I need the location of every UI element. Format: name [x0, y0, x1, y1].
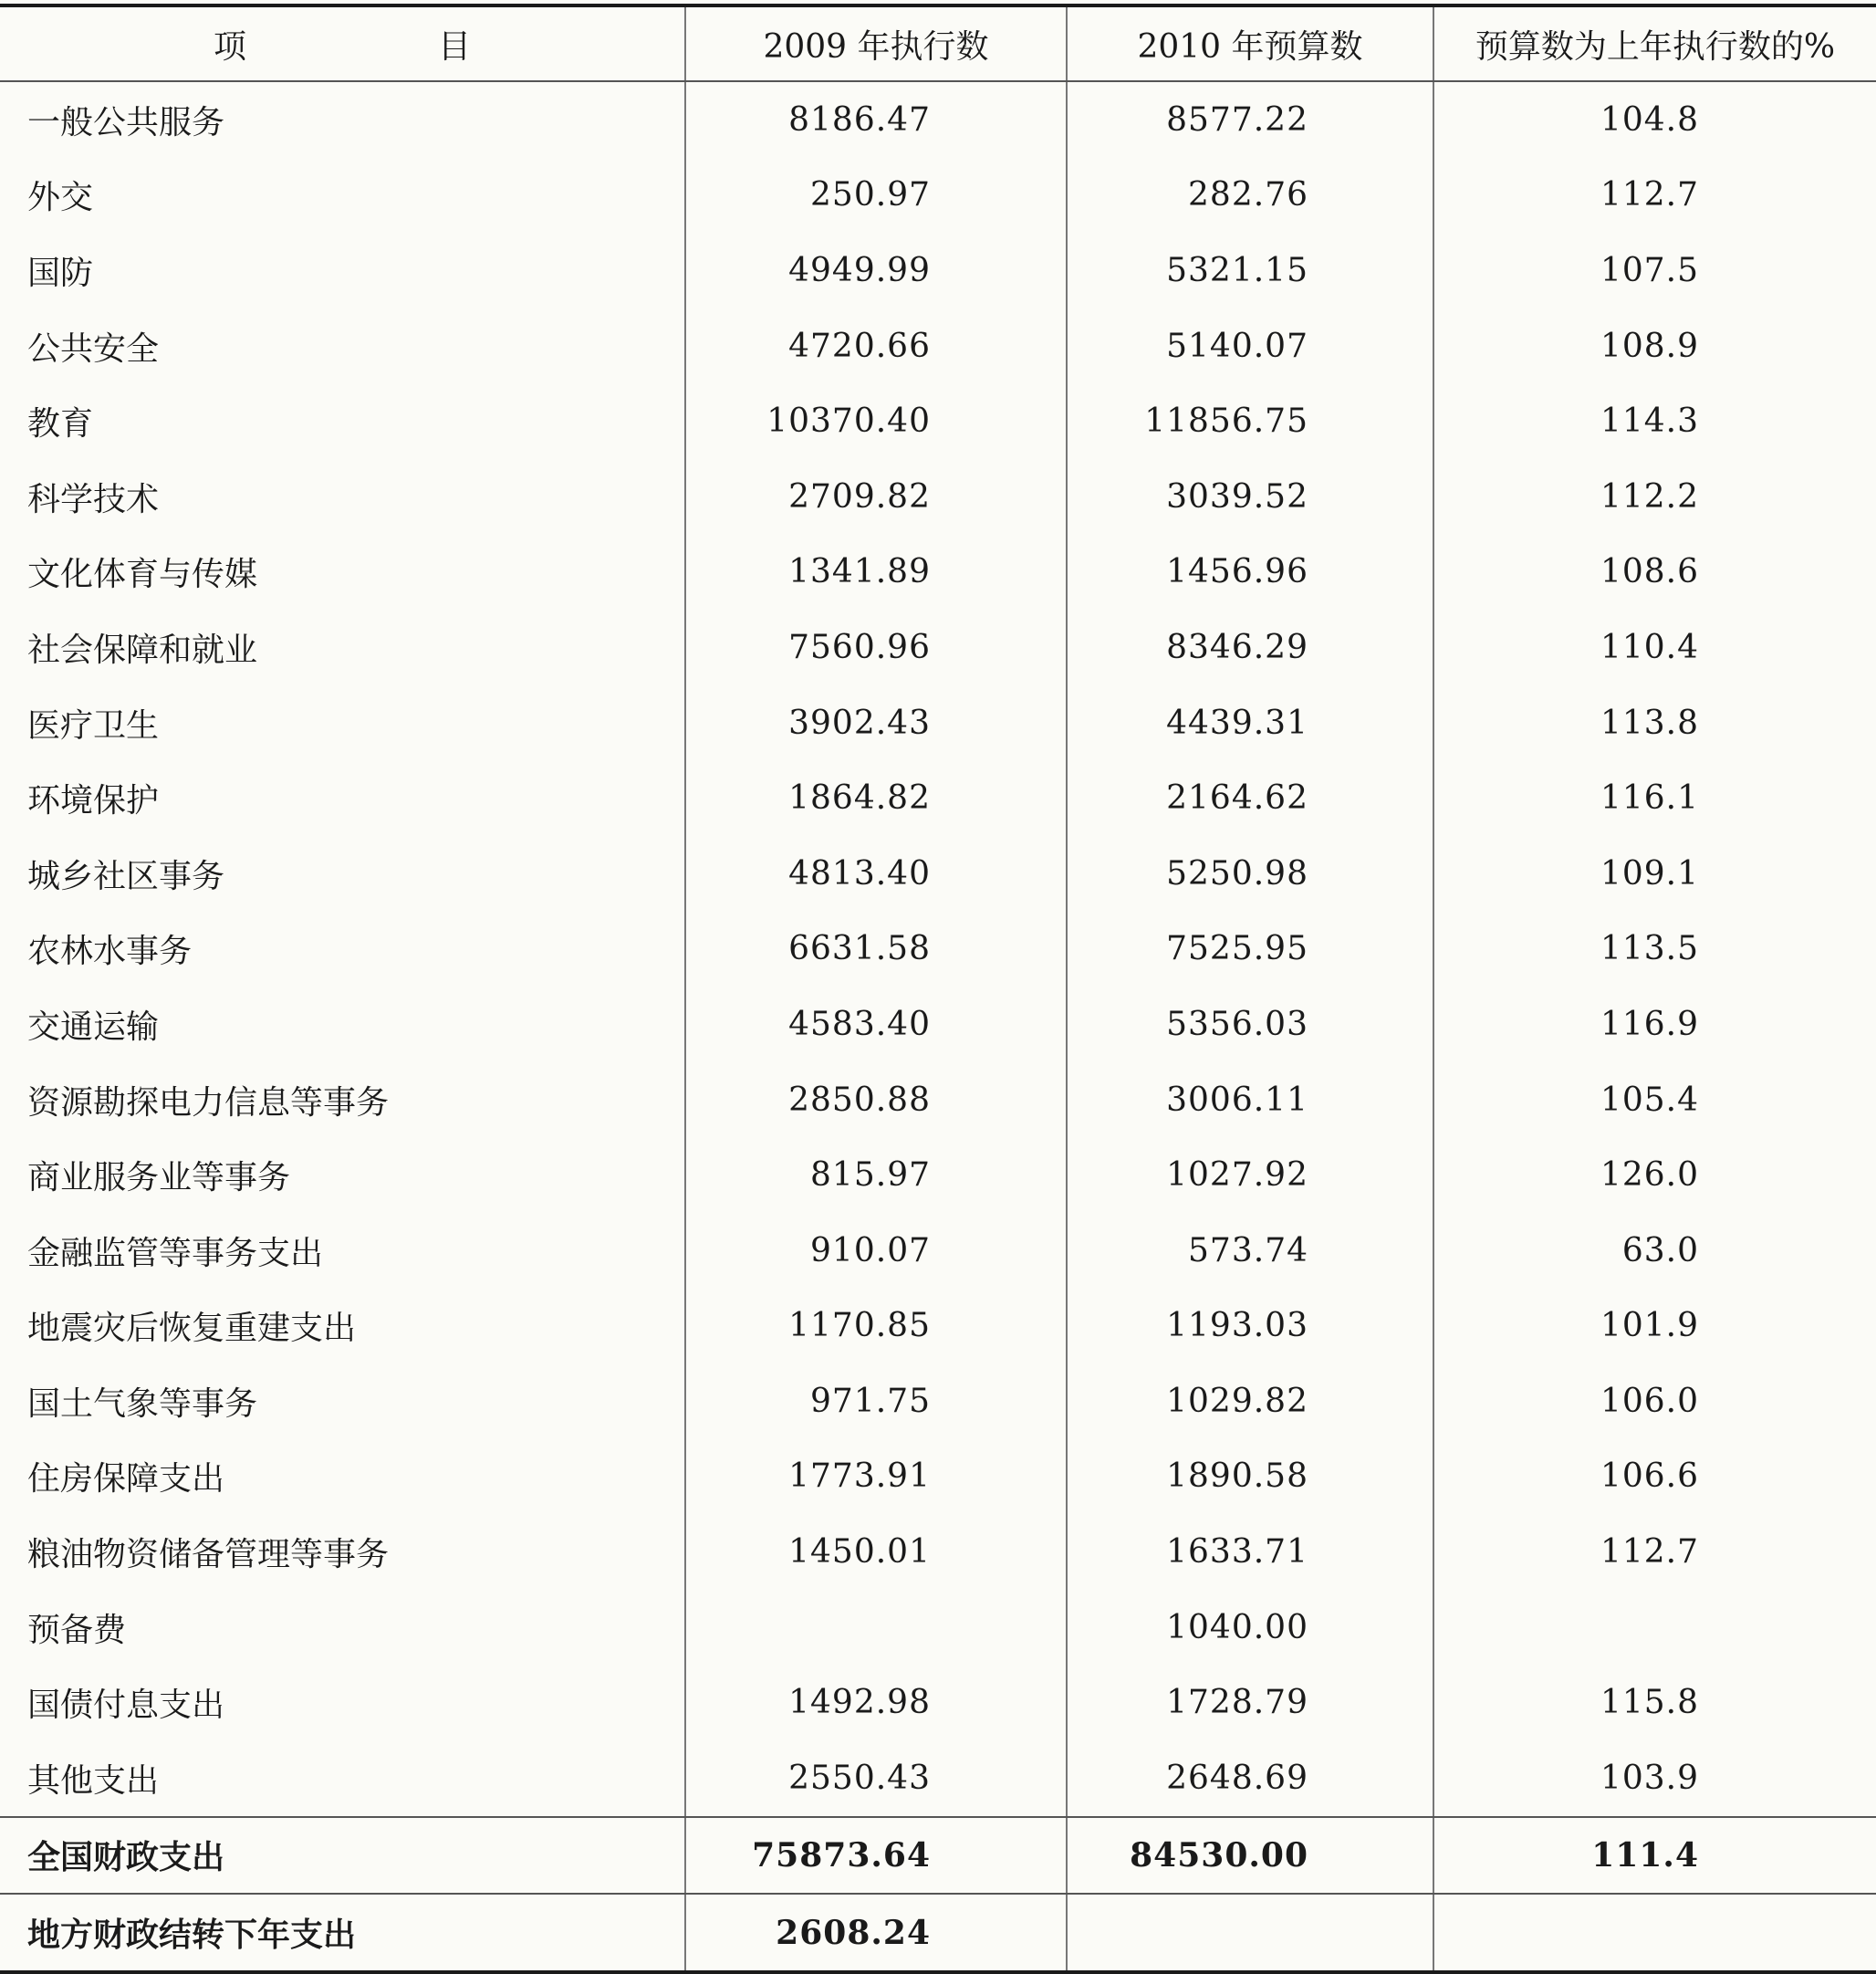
table-row: [0, 987, 1876, 1062]
row-2010: 5321.15: [1068, 233, 1434, 308]
row-item: 金融监管等事务支出: [0, 1213, 686, 1289]
row-pct: 116.1: [1600, 779, 1699, 818]
table-row: [0, 610, 1876, 685]
row-2009: 3902.43: [686, 685, 1068, 761]
row-2009: 1341.89: [686, 535, 1068, 611]
row-item: 住房保障支出: [0, 1439, 686, 1515]
row-pct: 112.7: [1600, 176, 1699, 214]
row-pct: 63.0: [1621, 1231, 1699, 1269]
row-2009: 1492.98: [686, 1665, 1068, 1740]
row-pct: 104.8: [1600, 100, 1699, 139]
row-2010: 1633.71: [1068, 1514, 1434, 1590]
total-2009: 75873.64: [686, 1818, 1068, 1894]
table-row: [0, 836, 1876, 912]
row-item: 教育: [0, 383, 686, 459]
row-pct: 106.6: [1600, 1457, 1699, 1496]
table-row: [0, 760, 1876, 836]
row-2010: 11856.75: [1068, 383, 1434, 459]
carryover-row: [0, 1893, 1876, 1970]
row-2010: 4439.31: [1068, 685, 1434, 761]
row-2009: 1450.01: [686, 1514, 1068, 1590]
table-row: [0, 912, 1876, 987]
row-2009: 4813.40: [686, 836, 1068, 912]
header-pct: 预算数为上年执行数的%: [1475, 27, 1836, 66]
row-2009: 8186.47: [686, 82, 1068, 158]
row-item: 国土气象等事务: [0, 1363, 686, 1439]
row-pct: 106.0: [1600, 1382, 1699, 1420]
row-item: 其他支出: [0, 1740, 686, 1816]
row-pct: 115.8: [1600, 1684, 1699, 1722]
row-item: 国债付息支出: [0, 1665, 686, 1740]
row-2009: 815.97: [686, 1137, 1068, 1213]
row-pct: 112.7: [1600, 1533, 1699, 1572]
row-pct: 101.9: [1600, 1307, 1699, 1345]
row-2010: 1456.96: [1068, 535, 1434, 611]
carryover-item: 地方财政结转下年支出: [0, 1895, 686, 1970]
row-2009: 250.97: [686, 158, 1068, 234]
row-pct: 113.8: [1600, 704, 1699, 742]
row-pct: 116.9: [1600, 1005, 1699, 1043]
table-row: [0, 535, 1876, 611]
table-row: [0, 1062, 1876, 1138]
row-2010: 1193.03: [1068, 1289, 1434, 1364]
table-row: [0, 1590, 1876, 1666]
budget-table: [0, 4, 1876, 1974]
header-item: [0, 7, 686, 80]
row-2009: 971.75: [686, 1363, 1068, 1439]
row-pct: 109.1: [1600, 854, 1699, 893]
row-2010: 3006.11: [1068, 1062, 1434, 1138]
row-2010: 1728.79: [1068, 1665, 1434, 1740]
table-row: [0, 1514, 1876, 1590]
row-2009: 4583.40: [686, 987, 1068, 1062]
table-row: [0, 158, 1876, 234]
table-row: [0, 1363, 1876, 1439]
carryover-2010: [1068, 1895, 1434, 1970]
row-pct: 108.9: [1600, 327, 1699, 365]
table-header: [0, 7, 1876, 82]
row-item: 商业服务业等事务: [0, 1137, 686, 1213]
carryover-pct: [1434, 1895, 1876, 1970]
row-2009: 4720.66: [686, 308, 1068, 384]
row-2010: 1890.58: [1068, 1439, 1434, 1515]
row-item: 地震灾后恢复重建支出: [0, 1289, 686, 1364]
table-row: [0, 1439, 1876, 1515]
row-2009: [686, 1590, 1068, 1666]
row-2010: 1040.00: [1068, 1590, 1434, 1666]
carryover-2009: 2608.24: [686, 1895, 1068, 1970]
row-2010: 2648.69: [1068, 1740, 1434, 1816]
row-2010: 2164.62: [1068, 760, 1434, 836]
row-item: 医疗卫生: [0, 685, 686, 761]
header-2009: 2009 年执行数: [686, 7, 1068, 80]
row-item: 农林水事务: [0, 912, 686, 987]
row-item: 科学技术: [0, 459, 686, 535]
total-pct: 111.4: [1591, 1835, 1699, 1875]
table-row: [0, 82, 1876, 158]
row-pct: 108.6: [1600, 553, 1699, 591]
table-row: [0, 685, 1876, 761]
row-2010: 5140.07: [1068, 308, 1434, 384]
row-item: 预备费: [0, 1590, 686, 1666]
table-row: [0, 233, 1876, 308]
table-row: [0, 1740, 1876, 1816]
row-2009: 6631.58: [686, 912, 1068, 987]
row-pct: 110.4: [1600, 628, 1699, 666]
table-row: [0, 383, 1876, 459]
row-pct: 107.5: [1600, 251, 1699, 289]
row-2010: 5250.98: [1068, 836, 1434, 912]
row-item: 文化体育与传媒: [0, 535, 686, 611]
row-item: 粮油物资储备管理等事务: [0, 1514, 686, 1590]
row-2010: 8577.22: [1068, 82, 1434, 158]
table-row: [0, 1213, 1876, 1289]
row-item: 交通运输: [0, 987, 686, 1062]
header-item-b: 目: [438, 27, 472, 66]
total-row: [0, 1816, 1876, 1894]
table-row: [0, 1137, 1876, 1213]
total-item: 全国财政支出: [0, 1818, 686, 1894]
row-pct: 105.4: [1600, 1081, 1699, 1119]
row-2009: 1170.85: [686, 1289, 1068, 1364]
row-2009: 7560.96: [686, 610, 1068, 685]
row-2010: 5356.03: [1068, 987, 1434, 1062]
row-2010: 573.74: [1068, 1213, 1434, 1289]
table-row: [0, 308, 1876, 384]
table-row: [0, 1289, 1876, 1364]
row-pct: 112.2: [1600, 477, 1699, 516]
row-item: 环境保护: [0, 760, 686, 836]
table-row: [0, 1665, 1876, 1740]
row-2009: 2550.43: [686, 1740, 1068, 1816]
row-2009: 910.07: [686, 1213, 1068, 1289]
table-row: [0, 459, 1876, 535]
row-item: 一般公共服务: [0, 82, 686, 158]
row-item: 资源勘探电力信息等事务: [0, 1062, 686, 1138]
row-2009: 10370.40: [686, 383, 1068, 459]
row-2010: 3039.52: [1068, 459, 1434, 535]
row-2009: 1864.82: [686, 760, 1068, 836]
row-2009: 2850.88: [686, 1062, 1068, 1138]
row-item: 公共安全: [0, 308, 686, 384]
row-2010: 7525.95: [1068, 912, 1434, 987]
row-2009: 1773.91: [686, 1439, 1068, 1515]
row-pct: 103.9: [1600, 1759, 1699, 1797]
row-item: 城乡社区事务: [0, 836, 686, 912]
row-2010: 1027.92: [1068, 1137, 1434, 1213]
header-item-a: 项: [213, 27, 246, 66]
row-2010: 282.76: [1068, 158, 1434, 234]
row-item: 外交: [0, 158, 686, 234]
row-pct: 114.3: [1600, 402, 1699, 441]
table-body: [0, 82, 1876, 1816]
row-item: 社会保障和就业: [0, 610, 686, 685]
row-pct: 113.5: [1600, 930, 1699, 968]
row-pct: [1434, 1590, 1876, 1666]
row-2009: 2709.82: [686, 459, 1068, 535]
row-item: 国防: [0, 233, 686, 308]
row-pct: 126.0: [1600, 1156, 1699, 1195]
row-2010: 1029.82: [1068, 1363, 1434, 1439]
row-2010: 8346.29: [1068, 610, 1434, 685]
row-2009: 4949.99: [686, 233, 1068, 308]
total-2010: 84530.00: [1068, 1818, 1434, 1894]
header-2010: 2010 年预算数: [1068, 7, 1434, 80]
